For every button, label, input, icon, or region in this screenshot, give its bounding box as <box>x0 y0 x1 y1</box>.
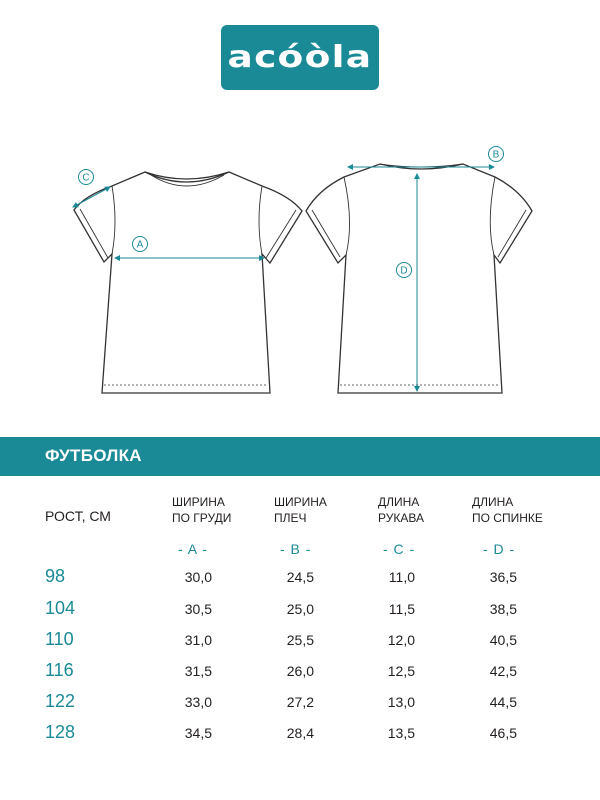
column-letter-c: - C - <box>383 541 416 557</box>
back-length-value: 42,5 <box>489 663 517 679</box>
column-header-line: ПЛЕЧ <box>274 511 307 525</box>
chest-width-value: 31,0 <box>184 632 212 648</box>
back-length-value: 40,5 <box>489 632 517 648</box>
shoulder-width-value: 25,0 <box>286 601 314 617</box>
column-header-shoulder <box>274 494 327 526</box>
column-letter-a: - A - <box>178 541 208 557</box>
size-value: 116 <box>45 660 74 680</box>
column-header-line: ПО ГРУДИ <box>172 511 232 525</box>
sleeve-length-value: 11,5 <box>388 601 415 617</box>
size-value: 122 <box>45 691 76 711</box>
size-value: 128 <box>45 722 76 742</box>
column-header-line: ПО СПИНКЕ <box>472 511 543 525</box>
size-column-header: РОСТ, СМ <box>45 508 111 524</box>
chest-width-value: 30,5 <box>184 601 212 617</box>
size-value: 104 <box>45 598 76 618</box>
column-letter-b: - B - <box>280 541 312 557</box>
column-header-back-length <box>472 494 543 526</box>
sleeve-length-value: 12,0 <box>387 632 415 648</box>
chest-width-value: 31,5 <box>184 663 212 679</box>
shoulder-width-value: 28,4 <box>286 725 314 741</box>
sleeve-length-value: 13,5 <box>387 725 415 741</box>
tshirt-diagram <box>0 140 600 410</box>
sleeve-length-value: 12,5 <box>387 663 415 679</box>
dimension-d <box>397 174 418 391</box>
back-length-value: 36,5 <box>489 569 517 585</box>
size-value: 98 <box>45 566 66 586</box>
front-tshirt-drawing <box>74 172 302 393</box>
back-tshirt-drawing <box>306 164 532 393</box>
chest-width-value: 33,0 <box>184 694 212 710</box>
column-header-chest <box>172 494 231 526</box>
column-header-line: ШИРИНА <box>172 495 225 509</box>
section-banner <box>0 437 600 476</box>
column-header-line: ДЛИНА <box>378 495 420 509</box>
shoulder-width-value: 27,2 <box>286 694 314 710</box>
dimension-d-label: D <box>400 265 408 277</box>
back-length-value: 38,5 <box>489 601 517 617</box>
chest-width-value: 34,5 <box>184 725 212 741</box>
back-length-value: 44,5 <box>489 694 517 710</box>
size-value: 110 <box>45 629 74 649</box>
column-letter-d: - D - <box>483 541 516 557</box>
brand-logo <box>221 25 379 90</box>
sleeve-length-value: 11,0 <box>388 569 415 585</box>
back-length-value: 46,5 <box>489 725 517 741</box>
chest-width-value: 30,0 <box>184 569 212 585</box>
dimension-b-label: B <box>492 149 500 161</box>
brand-logo-text: acóòla <box>227 40 373 75</box>
column-header-line: РУКАВА <box>378 511 424 525</box>
section-title: ФУТБОЛКА <box>45 446 142 465</box>
column-header-sleeve <box>378 494 424 526</box>
column-header-line: ШИРИНА <box>274 495 327 509</box>
dimension-a <box>115 237 264 259</box>
dimension-a-label: A <box>136 239 144 251</box>
shoulder-width-value: 24,5 <box>286 569 314 585</box>
shoulder-width-value: 25,5 <box>286 632 314 648</box>
shoulder-width-value: 26,0 <box>286 663 314 679</box>
column-header-line: ДЛИНА <box>472 495 514 509</box>
sleeve-length-value: 13,0 <box>387 694 415 710</box>
dimension-c-label: C <box>82 172 90 184</box>
dimension-b <box>348 147 504 168</box>
